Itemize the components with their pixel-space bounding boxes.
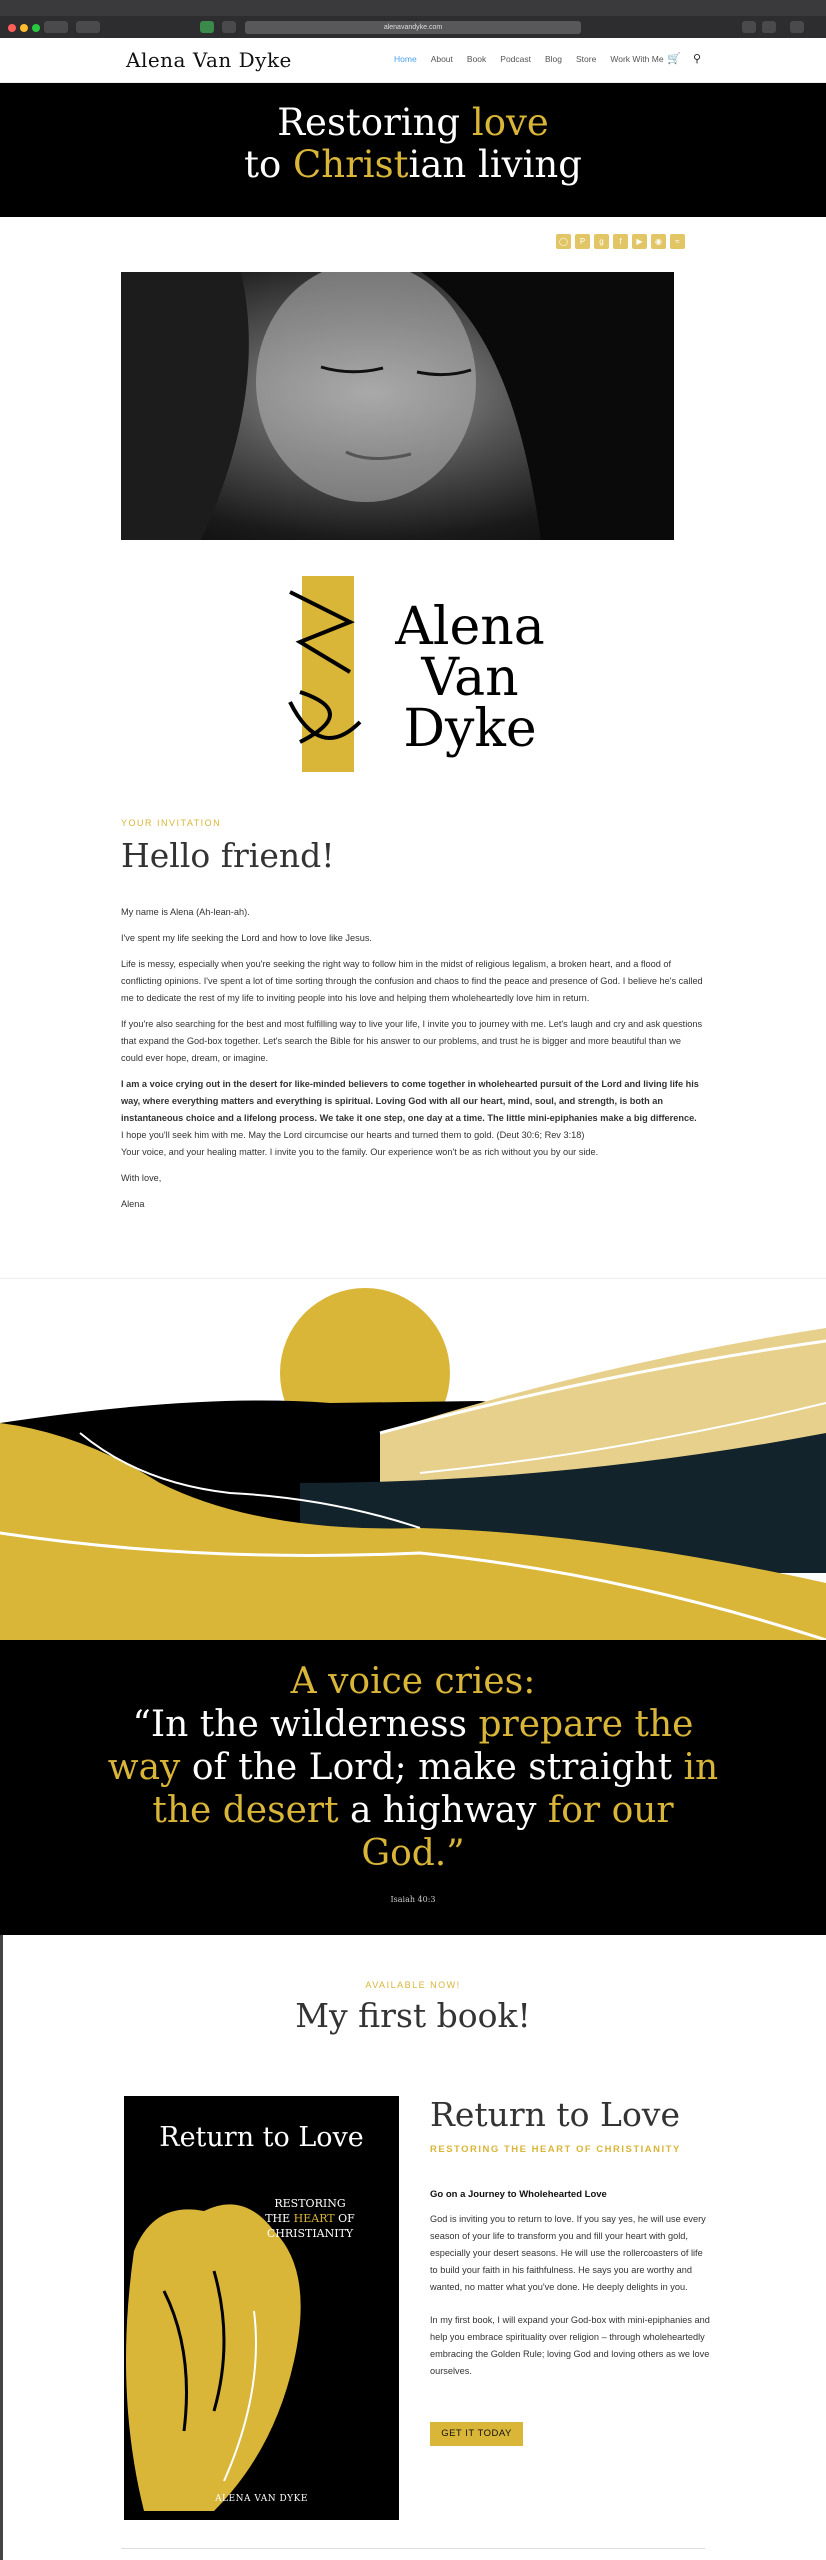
section-divider (121, 2548, 705, 2549)
book-heading: My first book! (295, 1996, 531, 2035)
quote-body (100, 1703, 726, 1875)
cover-subtitle-highlight: HEART (293, 2212, 335, 2225)
book-subtitle: RESTORING THE HEART OF CHRISTIANITY (430, 2144, 681, 2155)
instagram-icon[interactable]: ◯ (556, 234, 571, 249)
nav-podcast[interactable]: Podcast (500, 54, 531, 64)
quote-part: a highway (338, 1790, 548, 1831)
hero-line-1 (0, 101, 826, 144)
brand-monogram-icon (280, 572, 380, 772)
hero-line-2 (0, 143, 826, 186)
site-header (0, 38, 826, 83)
tab-strip (0, 0, 826, 16)
quote-highlight: for our God.” (361, 1790, 674, 1874)
facebook-icon[interactable]: f (613, 234, 628, 249)
hero-highlight: love (471, 101, 549, 144)
signature: Alena (121, 1199, 145, 1209)
quote-highlight: in the desert (152, 1747, 719, 1831)
hero-banner (0, 83, 826, 217)
paragraph: In my first book, I will expand your God-box with mini-epiphanies and help you embrace spirituality over religion – through wholeheartedly embracing the Golden Rule; loving God and loving others as we love ourselves. (430, 2315, 710, 2376)
hero-text: ian living (408, 143, 582, 186)
brand-name (390, 597, 550, 759)
search-icon[interactable]: ⚲ (693, 53, 702, 65)
hero-text: to (244, 143, 293, 186)
minimize-window-icon[interactable] (20, 24, 28, 32)
quote-part: “In the wilderness (132, 1704, 479, 1745)
cover-subtitle-line: CHRISTIANITY (266, 2227, 354, 2240)
goodreads-icon[interactable]: g (594, 234, 609, 249)
scripture-quote (0, 1640, 826, 1935)
cover-subtitle-line: RESTORING (274, 2197, 346, 2210)
address-bar[interactable]: alenavandyke.com (245, 21, 581, 34)
tabs-overview-icon[interactable] (762, 21, 776, 33)
browser-chrome (0, 0, 826, 38)
spotify-icon[interactable]: ≈ (670, 234, 685, 249)
desert-landscape-illustration (0, 1283, 826, 1640)
paragraph: With love, (121, 1173, 162, 1183)
quote-part: of the Lord; make straight (180, 1747, 684, 1788)
book-eyebrow: AVAILABLE NOW! (365, 1980, 461, 1990)
quote-lead: A voice cries: (290, 1661, 536, 1702)
brand-name-line: Alena (395, 597, 545, 657)
brand-logo (280, 572, 550, 772)
section-divider (0, 1278, 826, 1279)
close-window-icon[interactable] (8, 24, 16, 32)
nav-work-with-me[interactable]: Work With Me (610, 54, 664, 64)
bold-paragraph: I am a voice crying out in the desert for like-minded believers to come together in wholehearted pursuit of the Lord and living life his way, where everything matters and everything is spiritual. Loving God with all our heart, mind, soul, and strength, is both an instantaneous choice and a lifelong process. We take it one step, one day at a time. The little mini-epiphanies make a big difference. (121, 1079, 699, 1123)
cover-subtitle-word: OF (334, 2212, 355, 2225)
cover-subtitle-line (245, 2211, 375, 2226)
paragraph: My name is Alena (Ah-lean-ah). (121, 907, 250, 917)
privacy-icon[interactable] (222, 21, 236, 33)
nav-about[interactable]: About (430, 54, 453, 64)
maximize-window-icon[interactable] (32, 24, 40, 32)
hero-text: Restoring (277, 101, 472, 144)
brand-name-line: Van (421, 648, 519, 708)
back-forward-buttons[interactable] (44, 21, 68, 33)
nav-store[interactable]: Store (576, 54, 597, 64)
invitation-body (121, 904, 705, 1222)
book-description (430, 2186, 710, 2396)
extension-icon[interactable] (200, 21, 214, 33)
site-logo[interactable]: Alena Van Dyke (126, 48, 292, 72)
apple-podcasts-icon[interactable]: ◉ (651, 234, 666, 249)
cart-icon[interactable]: 🛒 (667, 53, 681, 65)
invitation-title: Hello friend! (121, 836, 335, 875)
cover-author: ALENA VAN DYKE (215, 2494, 308, 2504)
book-title: Return to Love (430, 2095, 680, 2134)
cover-subtitle-word: THE (265, 2212, 294, 2225)
paragraph: Life is messy, especially when you're seeking the right way to follow him in the midst of religious legalism, a broken heart, and a flood of conflicting opinions. I've spent a lot of time sorting through the confusion and chaos to find the peace and presence of God. I believe he's called me to dedicate the rest of my life to inviting people into his love and helping them wholeheartedly love him in return. (121, 959, 703, 1003)
hero-highlight: Christ (292, 143, 409, 186)
cover-title: Return to Love (159, 2122, 364, 2153)
get-it-today-button[interactable]: GET IT TODAY (430, 2422, 523, 2446)
quote-citation: Isaiah 40:3 (390, 1895, 436, 1904)
nav-book[interactable]: Book (466, 54, 487, 64)
paragraph: I've spent my life seeking the Lord and how to love like Jesus. (121, 933, 372, 943)
sidebar-toggle-button[interactable] (76, 21, 100, 33)
paragraph: I hope you'll seek him with me. May the Lord circumcise our hearts and turned them to gold. (Deut 30:6; Rev 3:18) (121, 1130, 585, 1140)
new-tab-icon[interactable] (790, 21, 804, 33)
paragraph: If you're also searching for the best and most fulfilling way to live your life, I invite you to journey with me. Let's laugh and cry and ask questions that expand the God-box together. Let's search the Bible for his answer to our problems, and trust he is bigger and more beautiful than we could ever hope, dream, or imagine. (121, 1019, 703, 1063)
social-icons (556, 234, 685, 249)
nav-home[interactable]: Home (394, 54, 417, 64)
quote-text (100, 1660, 726, 1875)
youtube-icon[interactable]: ▶ (632, 234, 647, 249)
quote-highlight: prepare the way (107, 1704, 694, 1788)
paragraph: God is inviting you to return to love. If you say yes, he will use every season of your life to transform you and fill your heart with gold, especially your desert seasons. He will use the rollercoasters of life to build your faith in his faithfulness. He says you are worthy and wanted, no matter what you've done. He deeply delights in you. (430, 2214, 706, 2292)
nav-blog[interactable]: Blog (545, 54, 563, 64)
book-cover[interactable] (124, 2096, 399, 2520)
brand-name-line: Dyke (403, 699, 537, 759)
main-nav (394, 54, 664, 64)
paragraph: Your voice, and your healing matter. I invite you to the family. Our experience won't be as rich without you by our side. (121, 1147, 599, 1157)
share-icon[interactable] (742, 21, 756, 33)
cover-subtitle (245, 2196, 375, 2241)
portrait-photo (121, 272, 674, 540)
book-description-heading: Go on a Journey to Wholehearted Love (430, 2189, 607, 2200)
pinterest-icon[interactable]: P (575, 234, 590, 249)
invitation-eyebrow: YOUR INVITATION (121, 818, 222, 828)
